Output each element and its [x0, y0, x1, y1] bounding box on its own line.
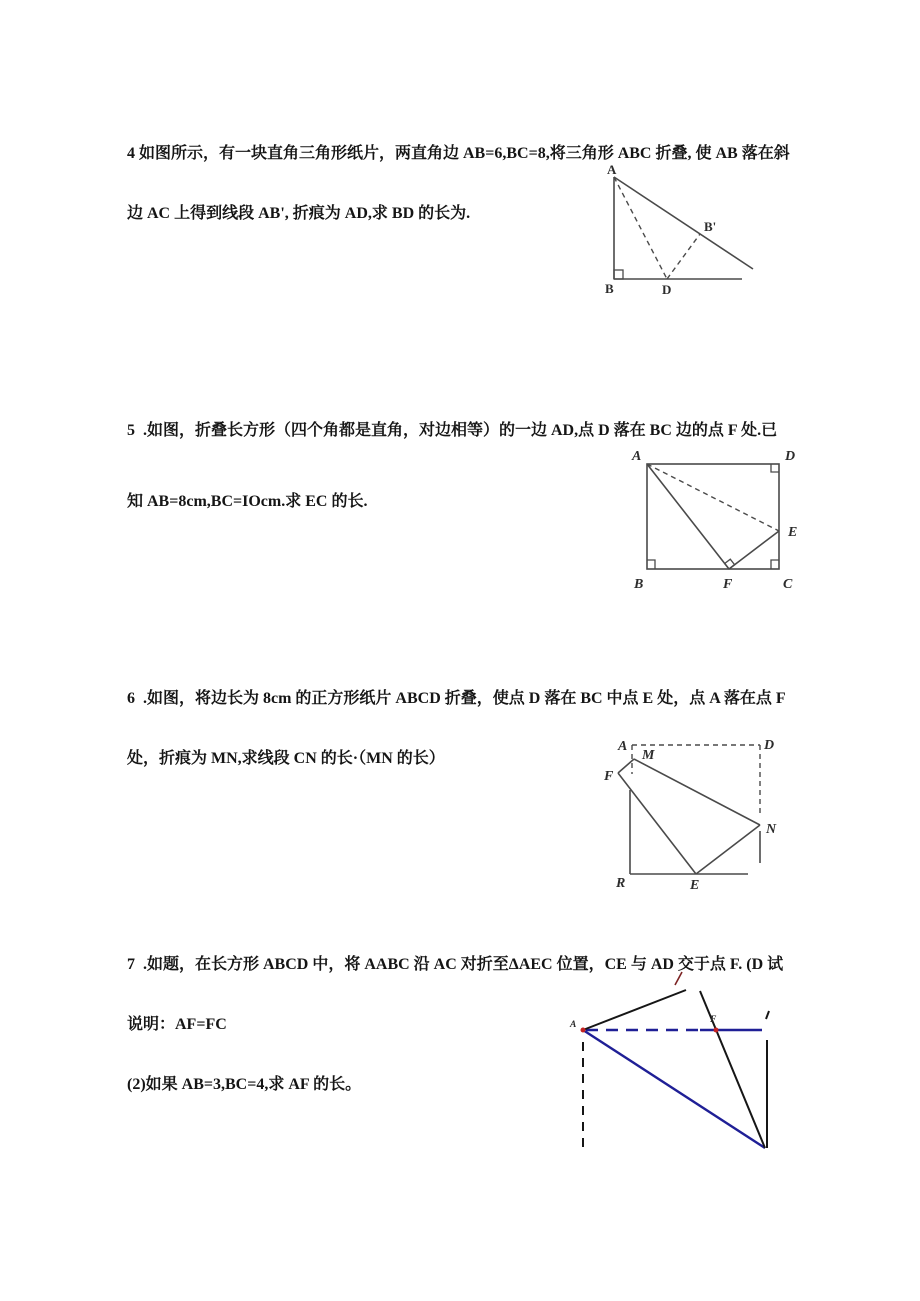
- fig6-label-N: N: [766, 822, 777, 837]
- point-dot-F: [714, 1028, 719, 1033]
- fig5-label-F: F: [723, 577, 733, 592]
- fig6-label-M: M: [642, 748, 655, 763]
- text-line: 5 .如图，折叠长方形（四个角都是直角，对边相等）的一边 AD,点 D 落在 BC 边的点 F 处.已: [127, 422, 778, 439]
- fig4-label-A: A: [607, 163, 617, 177]
- fig6-label-A: A: [618, 739, 628, 754]
- fig4-lines: [614, 177, 753, 279]
- fig5-label-D: D: [785, 449, 796, 464]
- fig4-label-B: B: [605, 281, 614, 296]
- text-line: 6 .如图，将边长为 8cm 的正方形纸片 ABCD 折叠，使点 D 落在 BC 中点 E 处，点 A 落在点 F: [127, 690, 786, 707]
- text-line: (2)如果 AB=3,BC=4,求 AF 的长。: [127, 1076, 362, 1093]
- figure-problem-5: [607, 447, 807, 597]
- tick-mark: [766, 1011, 769, 1019]
- figure-problem-7: [555, 963, 785, 1155]
- text-line: 4 如图所示，有一块直角三角形纸片，两直角边 AB=6,BC=8,将三角形 ABC 折叠, 使 AB 落在斜: [127, 145, 790, 162]
- right-angle-marker: [614, 270, 623, 279]
- point-dot-A: [581, 1028, 586, 1033]
- right-angle-marker: [771, 560, 779, 569]
- text-line: 边 AC 上得到线段 AB', 折痕为 AD,求 BD 的长为.: [127, 204, 471, 222]
- fig6-label-B: R: [616, 876, 626, 891]
- fig4-label-D: D: [662, 282, 672, 297]
- fig7-label-A: A: [570, 1020, 577, 1030]
- fig7-lines: [581, 972, 770, 1148]
- fig7-label-F: F: [710, 1015, 717, 1025]
- right-angle-marker: [771, 464, 779, 472]
- fig5-label-E: E: [788, 525, 798, 540]
- text-line: 知 AB=8cm,BC=IOcm.求 EC 的长.: [127, 493, 368, 510]
- fig4-label-B-prime: B': [704, 219, 717, 234]
- right-angle-marker: [647, 560, 655, 569]
- fig5-label-B: B: [634, 577, 644, 592]
- text-line: 处，折痕为 MN,求线段 CN 的长·（MN 的长）: [127, 749, 445, 767]
- fig6-label-E: E: [690, 878, 700, 893]
- fig6-lines: [618, 745, 760, 874]
- slash-mark: [675, 972, 682, 985]
- text-line: 说明：AF=FC: [127, 1016, 227, 1033]
- fig5-label-A: A: [632, 449, 642, 464]
- fig6-label-F: F: [604, 769, 614, 784]
- figure-problem-4: [595, 163, 765, 303]
- text-line: 7 .如题，在长方形 ABCD 中，将 AABC 沿 AC 对折至ΔAEC 位置，CE 与 AD 交于点 F. (D 试: [127, 956, 784, 973]
- fig6-label-D: D: [764, 738, 775, 753]
- figure-problem-6: [598, 732, 778, 897]
- fig5-label-C: C: [783, 577, 793, 592]
- fig5-lines: [647, 464, 779, 569]
